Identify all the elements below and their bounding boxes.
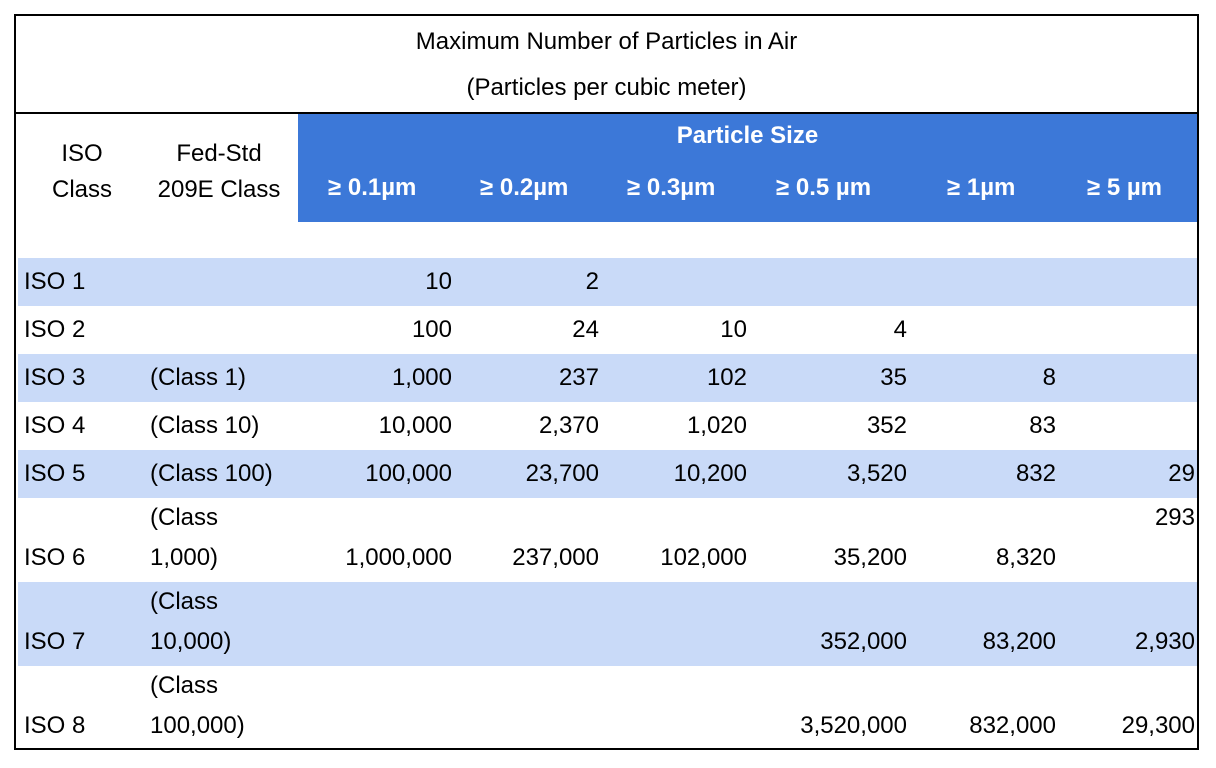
table-row (18, 258, 1197, 306)
fed-class-cell: (Class 1) (150, 364, 247, 391)
header-fed-line2: 209E Class (157, 176, 281, 203)
value-cell-5um: 293 (1154, 504, 1195, 531)
size-header-0-2um: ≥ 0.2µm (480, 174, 569, 201)
value-cell-0-2um: 237 (558, 364, 599, 391)
value-cell-0-5um: 3,520 (846, 460, 907, 487)
size-header-1um: ≥ 1µm (947, 174, 1016, 201)
value-cell-1um: 8,320 (995, 544, 1056, 571)
value-cell-5um: 2,930 (1134, 628, 1195, 655)
value-cell-0-1um: 100 (411, 316, 452, 343)
value-cell-0-5um: 3,520,000 (800, 712, 907, 739)
iso-class-cell: ISO 2 (24, 316, 86, 343)
value-cell-0-5um: 35,200 (833, 544, 907, 571)
fed-class-cell: (Class (150, 588, 219, 615)
value-cell-0-5um: 4 (893, 316, 907, 343)
fed-class-cell: (Class 10) (150, 412, 260, 439)
particle-table (14, 14, 1199, 750)
iso-class-cell: ISO 4 (24, 412, 86, 439)
header-iso-line2: Class (51, 176, 112, 203)
value-cell-0-3um: 102,000 (660, 544, 747, 571)
value-cell-0-5um: 352,000 (820, 628, 907, 655)
value-cell-5um: 29 (1168, 460, 1195, 487)
value-cell-0-1um: 10,000 (378, 412, 452, 439)
table-row (18, 666, 1197, 750)
table-title-block (16, 16, 1197, 114)
fed-class-cell-line2: 10,000) (150, 628, 232, 655)
value-cell-0-3um: 10 (720, 316, 747, 343)
value-cell-0-2um: 237,000 (512, 544, 599, 571)
value-cell-0-2um: 2 (585, 268, 599, 295)
value-cell-1um: 83 (1029, 412, 1056, 439)
table-subtitle: (Particles per cubic meter) (466, 74, 747, 101)
size-header-5um: ≥ 5 µm (1087, 174, 1163, 201)
value-cell-1um: 832 (1015, 460, 1056, 487)
iso-class-cell: ISO 8 (24, 712, 86, 739)
value-cell-1um: 8 (1042, 364, 1056, 391)
table-row (18, 582, 1197, 666)
value-cell-0-3um: 102 (706, 364, 747, 391)
particle-size-label: Particle Size (676, 122, 819, 149)
fed-class-cell-line2: 1,000) (150, 544, 219, 571)
table-row (18, 306, 1197, 354)
value-cell-0-2um: 24 (572, 316, 599, 343)
iso-class-cell: ISO 5 (24, 460, 86, 487)
header-fed-std-class (142, 136, 296, 208)
iso-class-cell: ISO 3 (24, 364, 86, 391)
value-cell-0-2um: 2,370 (538, 412, 599, 439)
table-row (18, 450, 1197, 498)
value-cell-1um: 83,200 (982, 628, 1056, 655)
particle-size-header (298, 114, 1197, 222)
header-iso-class (22, 136, 142, 208)
fed-class-cell: (Class 100) (150, 460, 273, 487)
fed-class-cell-line2: 100,000) (150, 712, 245, 739)
table-row (18, 354, 1197, 402)
value-cell-0-1um: 1,000 (391, 364, 452, 391)
iso-class-cell: ISO 7 (24, 628, 86, 655)
value-cell-5um: 29,300 (1121, 712, 1195, 739)
header-iso-line1: ISO (61, 140, 103, 167)
size-header-0-1um: ≥ 0.1µm (328, 174, 417, 201)
value-cell-0-1um: 1,000,000 (345, 544, 452, 571)
value-cell-0-3um: 1,020 (686, 412, 747, 439)
table-title: Maximum Number of Particles in Air (415, 28, 798, 55)
value-cell-0-5um: 35 (880, 364, 907, 391)
value-cell-0-1um: 10 (425, 268, 452, 295)
iso-class-cell: ISO 6 (24, 544, 86, 571)
value-cell-0-5um: 352 (866, 412, 907, 439)
header-fed-line1: Fed-Std (176, 140, 262, 167)
fed-class-cell: (Class (150, 504, 219, 531)
fed-class-cell: (Class (150, 672, 219, 699)
iso-class-cell: ISO 1 (24, 268, 86, 295)
value-cell-1um: 832,000 (969, 712, 1056, 739)
table-row (18, 498, 1197, 582)
size-header-0-5um: ≥ 0.5 µm (776, 174, 872, 201)
size-header-0-3um: ≥ 0.3µm (627, 174, 716, 201)
value-cell-0-2um: 23,700 (525, 460, 599, 487)
table-row (18, 402, 1197, 450)
value-cell-0-3um: 10,200 (673, 460, 747, 487)
value-cell-0-1um: 100,000 (365, 460, 452, 487)
